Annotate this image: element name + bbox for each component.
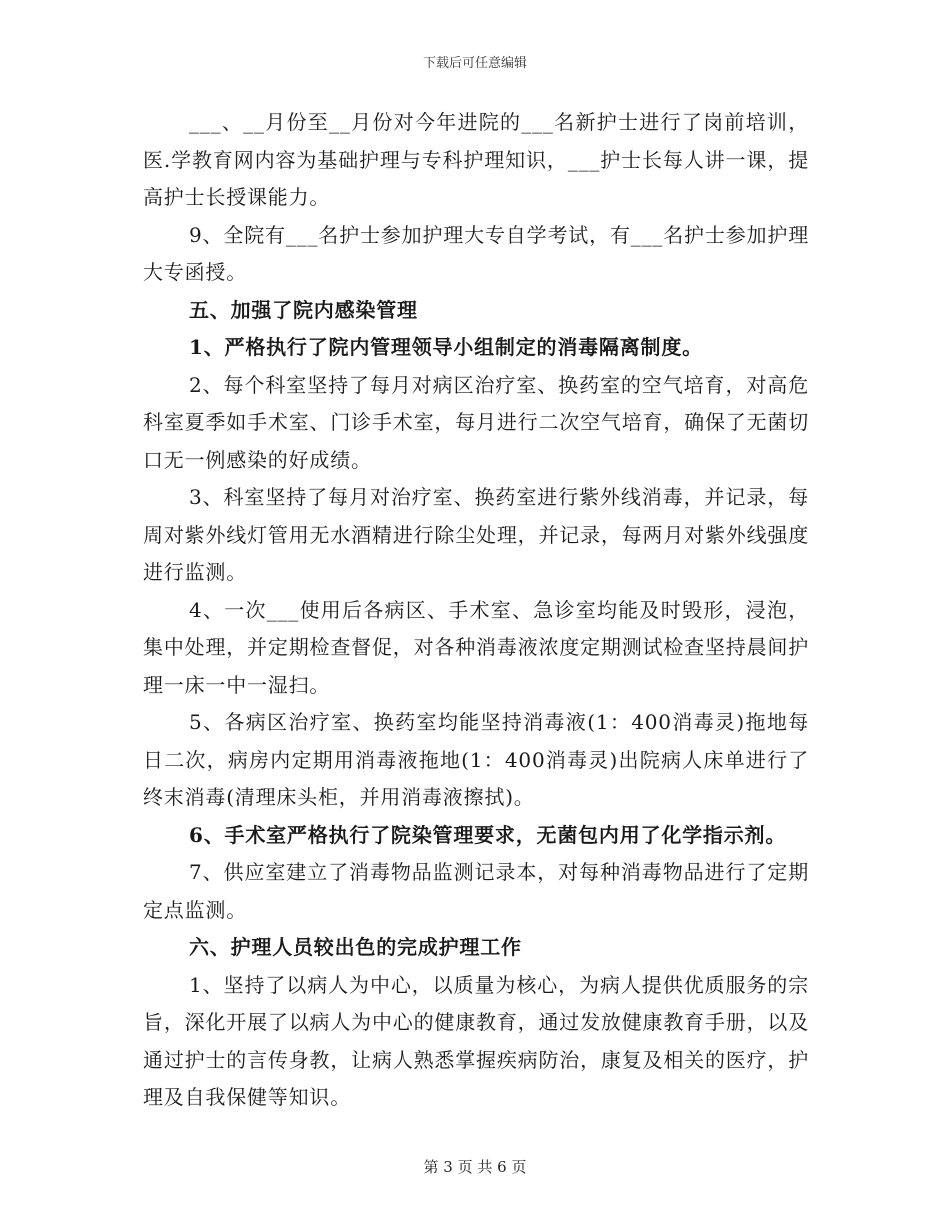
paragraph-5-3: 3、科室坚持了每月对治疗室、换药室进行紫外线消毒，并记录，每周对紫外线灯管用无水酒精进行除尘处理，并记录，每两月对紫外线强度进行监测。 xyxy=(143,485,809,584)
paragraph-item-9: 9、全院有___名护士参加护理大专自学考试，有___名护士参加护理大专函授。 xyxy=(143,222,809,284)
paragraph-5-2: 2、每个科室坚持了每月对病区治疗室、换药室的空气培育，对高危科室夏季如手术室、门诊手术室，每月进行二次空气培育，确保了无菌切口无一例感染的好成绩。 xyxy=(143,372,809,472)
document-body xyxy=(143,104,809,1117)
section-heading-6: 六、护理人员较出色的完成护理工作 xyxy=(189,935,522,959)
paragraph-5-5: 5、各病区治疗室、换药室均能坚持消毒液(1：400消毒灵)拖地每日二次，病房内定期用消毒液拖地(1：400消毒灵)出院病人床单进行了终末消毒(清理床头柜，并用消毒液擦拭)。 xyxy=(143,710,809,809)
page-header: 下载后可任意编辑 xyxy=(422,56,527,71)
paragraph-training: ___、__月份至__月份对今年进院的___名新护士进行了岗前培训，医.学教育网内容为基础护理与专科护理知识，___护士长每人讲一课，提高护士长授课能力。 xyxy=(143,110,809,209)
paragraph-6-1: 1、坚持了以病人为中心，以质量为核心，为病人提供优质服务的宗旨，深化开展了以病人为中心的健康教育，通过发放健康教育手册，以及通过护士的言传身教，让病人熟悉掌握疾病防治，康复及相关的医疗，护理及自我保健等知识。 xyxy=(143,972,809,1109)
paragraph-5-1: 1、严格执行了院内管理领导小组制定的消毒隔离制度。 xyxy=(189,335,703,359)
section-heading-5: 五、加强了院内感染管理 xyxy=(189,297,418,322)
paragraph-5-4: 4、一次___使用后各病区、手术室、急诊室均能及时毁形，浸泡，集中处理，并定期检查督促，对各种消毒液浓度定期测试检查坚持晨间护理一床一中一湿扫。 xyxy=(143,597,809,697)
paragraph-5-6: 6、手术室严格执行了院染管理要求，无菌包内用了化学指示剂。 xyxy=(189,822,787,847)
page-number: 第 3 页 共 6 页 xyxy=(423,1158,527,1176)
paragraph-5-7: 7、供应室建立了消毒物品监测记录本，对每种消毒物品进行了定期定点监测。 xyxy=(143,860,809,922)
